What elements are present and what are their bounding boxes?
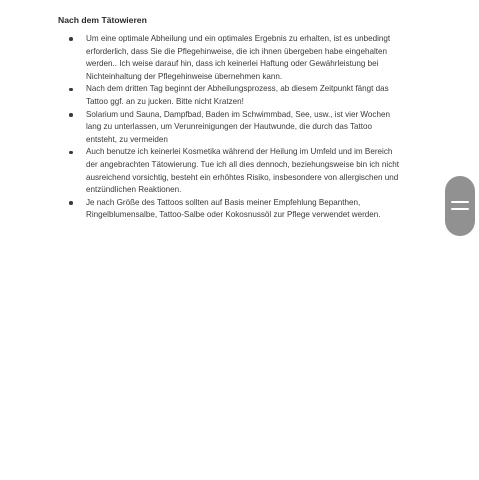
- list-item: [58, 33, 403, 83]
- list-item-text: Nach dem dritten Tag beginnt der Abheilungsprozess, ab diesem Zeitpunkt fängt das Tattoo ggf. an zu jucken. Bitte nicht Kratzen!: [86, 84, 389, 106]
- list-item: [58, 146, 403, 196]
- list-item-text: Solarium und Sauna, Dampfbad, Baden im Schwimmbad, See, usw., ist vier Wochen lang zu unterlassen, um Verunreinigungen der Hautwunde, die durch das Tattoo entsteht, zu vermeiden: [86, 109, 390, 144]
- scroll-handle[interactable]: [445, 176, 475, 236]
- list-item-text: Um eine optimale Abheilung und ein optimales Ergebnis zu erhalten, ist es unbedingt erforderlich, dass Sie die Pflegehinweise, die ich ihnen übergeben habe eingehalten werden.. Ich weise darauf hin, dass ich keinerlei Haftung oder Gewährleistung bei Nichteinhaltung der Pflegehinweise übernehmen kann.: [86, 34, 391, 81]
- bullet-icon: [69, 151, 73, 155]
- bullet-icon: [69, 88, 73, 92]
- bullet-icon: [69, 37, 73, 41]
- bullet-list: [58, 33, 403, 222]
- list-item: [58, 83, 403, 108]
- document-body: [58, 14, 403, 222]
- bullet-icon: [69, 201, 73, 205]
- list-item-text: Je nach Größe des Tattoos sollten auf Basis meiner Empfehlung Bepanthen, Ringelblumensalbe, Tattoo-Salbe oder Kokosnussöl zur Pflege verwendet werden.: [86, 197, 381, 220]
- menu-icon-line: [451, 208, 469, 210]
- list-item: [58, 109, 403, 147]
- menu-icon: [451, 200, 469, 212]
- list-item-text: Auch benutze ich keinerlei Kosmetika während der Heilung im Umfeld und im Bereich der angebrachten Tätowierung. Tue ich all dies dennoch, beziehungsweise bin ich nicht ausreichend vorsichtig, besteht ein erhöhtes Risiko, insbesondere von allergischen und entzündlichen Reaktionen.: [86, 147, 400, 195]
- bullet-icon: [69, 113, 73, 117]
- list-item: [58, 197, 403, 222]
- menu-icon-line: [451, 201, 469, 203]
- section-heading: Nach dem Tätowieren: [58, 15, 147, 25]
